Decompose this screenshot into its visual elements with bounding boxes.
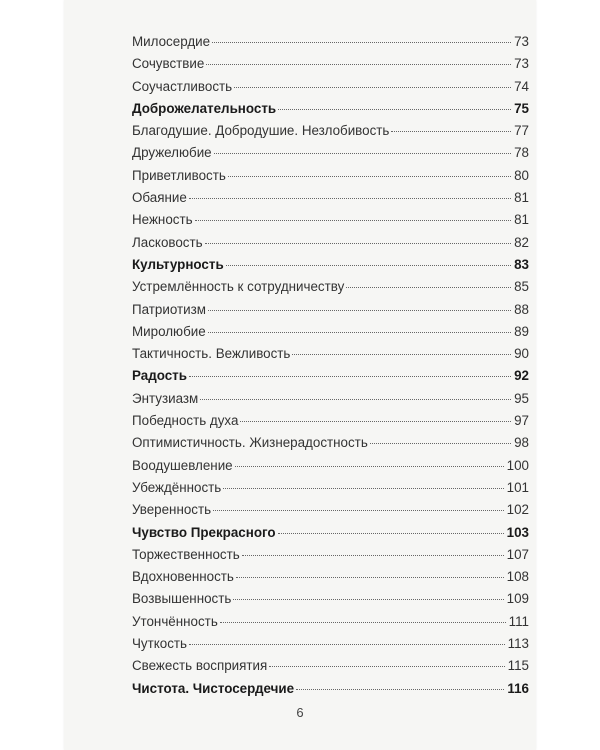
dot-leader — [233, 599, 503, 600]
toc-entry-page-number: 98 — [514, 435, 529, 451]
dot-leader — [346, 287, 511, 288]
toc-entry — [132, 569, 529, 591]
toc-entry — [132, 190, 529, 212]
toc-entry-page-number: 80 — [514, 167, 529, 183]
toc-entry — [132, 591, 529, 613]
dot-leader — [226, 265, 511, 266]
toc-entry — [132, 636, 529, 658]
toc-entry-page-number: 81 — [514, 190, 529, 206]
toc-entry-page-number: 111 — [508, 613, 529, 629]
toc-entry-title: Доброжелательность — [132, 100, 277, 116]
dot-leader — [223, 488, 503, 489]
toc-entry-title: Тактичность. Вежливость — [132, 346, 291, 362]
dot-leader — [370, 443, 511, 444]
toc-entry — [132, 614, 529, 636]
toc-entry-title: Торжественность — [132, 546, 240, 562]
toc-entry-title: Благодушие. Добродушие. Незлобивость — [132, 123, 390, 139]
toc-section-heading — [132, 257, 529, 279]
toc-entry-page-number: 83 — [514, 256, 529, 272]
toc-entry-title: Устремлённость к сотрудничеству — [132, 279, 345, 295]
toc-entry-page-number: 78 — [514, 145, 529, 161]
dot-leader — [269, 666, 504, 667]
toc-entry-page-number: 81 — [514, 212, 529, 228]
table-of-contents — [132, 34, 529, 703]
toc-entry-title: Победность духа — [132, 413, 239, 429]
toc-entry-title: Энтузиазм — [132, 390, 199, 406]
toc-entry-page-number: 101 — [506, 479, 529, 495]
toc-entry — [132, 212, 529, 234]
dot-leader — [234, 87, 511, 88]
dot-leader — [189, 198, 511, 199]
toc-entry-page-number: 88 — [514, 301, 529, 317]
toc-entry-title: Чистота. Чистосердечие — [132, 680, 295, 696]
toc-entry-page-number: 82 — [514, 234, 529, 250]
toc-entry-page-number: 107 — [506, 546, 529, 562]
toc-entry — [132, 413, 529, 435]
dot-leader — [391, 131, 511, 132]
toc-entry-page-number: 97 — [514, 413, 529, 429]
toc-entry-page-number: 116 — [507, 680, 529, 696]
dot-leader — [189, 376, 511, 377]
toc-entry-page-number: 100 — [506, 457, 529, 473]
toc-entry-page-number: 109 — [506, 591, 529, 607]
page-number: 6 — [296, 705, 304, 720]
toc-entry-page-number: 102 — [506, 502, 529, 518]
toc-entry-title: Оптимистичность. Жизнерадостность — [132, 435, 368, 451]
dot-leader — [208, 332, 511, 333]
dot-leader — [213, 510, 504, 511]
dot-leader — [214, 153, 511, 154]
dot-leader — [278, 109, 511, 110]
toc-entry-title: Ласковость — [132, 234, 203, 250]
toc-entry-title: Чуткость — [132, 636, 188, 652]
toc-entry-page-number: 108 — [506, 569, 529, 585]
toc-entry-title: Патриотизм — [132, 301, 206, 317]
dot-leader — [189, 644, 505, 645]
toc-entry — [132, 346, 529, 368]
toc-entry-title: Культурность — [132, 256, 224, 272]
toc-entry-title: Миролюбие — [132, 323, 206, 339]
toc-entry-title: Милосердие — [132, 34, 211, 49]
toc-entry-title: Обаяние — [132, 190, 187, 206]
toc-entry-page-number: 113 — [507, 636, 529, 652]
dot-leader — [240, 421, 511, 422]
toc-entry-title: Утончённость — [132, 613, 218, 629]
toc-entry-page-number: 73 — [514, 34, 529, 49]
dot-leader — [242, 555, 504, 556]
toc-entry-page-number: 73 — [514, 56, 529, 72]
toc-entry — [132, 168, 529, 190]
toc-entry — [132, 56, 529, 78]
dot-leader — [296, 689, 504, 690]
toc-entry-title: Радость — [132, 368, 187, 384]
toc-entry — [132, 34, 529, 56]
toc-entry-page-number: 75 — [514, 100, 529, 116]
dot-leader — [206, 64, 511, 65]
dot-leader — [236, 577, 504, 578]
toc-section-heading — [132, 681, 529, 703]
toc-entry-page-number: 92 — [514, 368, 529, 384]
toc-entry — [132, 145, 529, 167]
toc-section-heading — [132, 368, 529, 390]
toc-entry-page-number: 74 — [514, 78, 529, 94]
toc-entry — [132, 279, 529, 301]
toc-entry-title: Чувство Прекрасного — [132, 524, 276, 540]
toc-entry-page-number: 77 — [514, 123, 529, 139]
dot-leader — [235, 466, 504, 467]
toc-entry — [132, 391, 529, 413]
toc-entry-title: Дружелюбие — [132, 145, 212, 161]
dot-leader — [278, 533, 504, 534]
toc-section-heading — [132, 525, 529, 547]
toc-entry — [132, 458, 529, 480]
dot-leader — [208, 310, 511, 311]
dot-leader — [292, 354, 511, 355]
toc-entry-page-number: 85 — [514, 279, 529, 295]
dot-leader — [205, 243, 511, 244]
toc-entry — [132, 480, 529, 502]
toc-entry-title: Уверенность — [132, 502, 212, 518]
toc-entry-title: Убеждённость — [132, 479, 222, 495]
toc-entry — [132, 502, 529, 524]
toc-entry-title: Вдохновенность — [132, 569, 234, 585]
toc-entry — [132, 435, 529, 457]
toc-entry — [132, 324, 529, 346]
toc-entry — [132, 302, 529, 324]
dot-leader — [220, 622, 506, 623]
toc-entry — [132, 547, 529, 569]
dot-leader — [200, 399, 511, 400]
toc-entry-title: Сочувствие — [132, 56, 205, 72]
toc-entry-page-number: 89 — [514, 323, 529, 339]
toc-entry-page-number: 115 — [507, 658, 529, 674]
toc-entry-title: Воодушевление — [132, 457, 233, 473]
toc-entry — [132, 658, 529, 680]
toc-section-heading — [132, 101, 529, 123]
dot-leader — [212, 42, 511, 43]
toc-entry-title: Приветливость — [132, 167, 226, 183]
toc-entry-page-number: 95 — [514, 390, 529, 406]
toc-entry-title: Возвышенность — [132, 591, 232, 607]
dot-leader — [195, 220, 512, 221]
toc-entry — [132, 123, 529, 145]
toc-entry — [132, 79, 529, 101]
toc-entry-title: Соучастливость — [132, 78, 233, 94]
dot-leader — [228, 176, 511, 177]
toc-entry-page-number: 90 — [514, 346, 529, 362]
toc-entry-page-number: 103 — [506, 524, 529, 540]
toc-entry — [132, 235, 529, 257]
toc-entry-title: Свежесть восприятия — [132, 658, 268, 674]
toc-entry-title: Нежность — [132, 212, 193, 228]
